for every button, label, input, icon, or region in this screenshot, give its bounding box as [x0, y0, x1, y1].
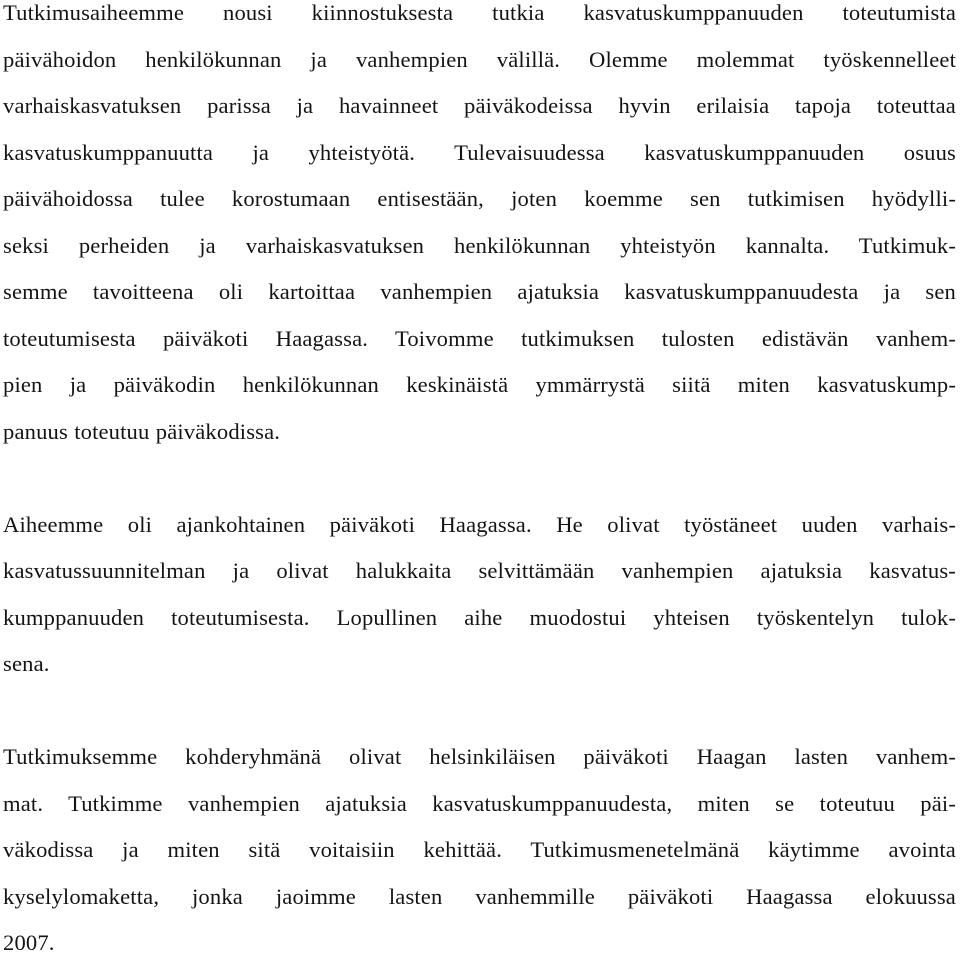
text-line: Tutkimuksemme kohderyhmänä olivat helsinkiläisen päiväkoti Haagan lasten vanhem- [3, 744, 956, 769]
text-line: semme tavoitteena oli kartoittaa vanhempien ajatuksia kasvatuskumppanuudesta ja sen [3, 279, 956, 304]
text-line: päivähoidossa tulee korostumaan entisestään, joten koemme sen tutkimisen hyödylli- [3, 186, 956, 211]
text-line: kasvatussuunnitelman ja olivat halukkaita selvittämään vanhempien ajatuksia kasvatus- [3, 558, 956, 583]
text-line: varhaiskasvatuksen parissa ja havainneet päiväkodeissa hyvin erilaisia tapoja toteuttaa [3, 93, 956, 118]
text-line: mat. Tutkimme vanhempien ajatuksia kasvatuskumppanuudesta, miten se toteutuu päi- [3, 790, 956, 816]
text-line: Tutkimusaiheemme nousi kiinnostuksesta tutkia kasvatuskumppanuuden toteutumista [3, 0, 956, 25]
paragraph-spacer [3, 698, 956, 745]
text-line: Aiheemme oli ajankohtainen päiväkoti Haagassa. He olivat työstäneet uuden varhais- [3, 511, 956, 537]
paragraph-target-group-method [3, 744, 956, 977]
paragraph-topic-context [3, 512, 956, 698]
text-line: väkodissa ja miten sitä voitaisiin kehittää. Tutkimusmenetelmänä käytimme avointa [3, 837, 956, 862]
text-line: pien ja päiväkodin henkilökunnan keskinäistä ymmärrystä siitä miten kasvatuskump- [3, 372, 956, 397]
text-line: kumppanuuden toteutumisesta. Lopullinen aihe muodostui yhteisen työskentelyn tulok- [3, 604, 956, 630]
text-line: kyselylomaketta, jonka jaoimme lasten vanhemmille päiväkoti Haagassa elokuussa [3, 883, 956, 909]
text-line: sena. [3, 651, 50, 676]
paragraph-research-motivation [3, 0, 956, 465]
text-line: toteutumisesta päiväkoti Haagassa. Toivomme tutkimuksen tulosten edistävän vanhem- [3, 325, 956, 351]
text-line: päivähoidon henkilökunnan ja vanhempien välillä. Olemme molemmat työskennelleet [3, 46, 956, 72]
text-line: 2007. [3, 930, 55, 955]
text-line: kasvatuskumppanuutta ja yhteistyötä. Tulevaisuudessa kasvatuskumppanuuden osuus [3, 139, 956, 165]
text-line: seksi perheiden ja varhaiskasvatuksen henkilökunnan yhteistyön kannalta. Tutkimuk- [3, 232, 956, 258]
paragraph-spacer [3, 465, 956, 512]
text-line: panuus toteutuu päiväkodissa. [3, 418, 281, 444]
